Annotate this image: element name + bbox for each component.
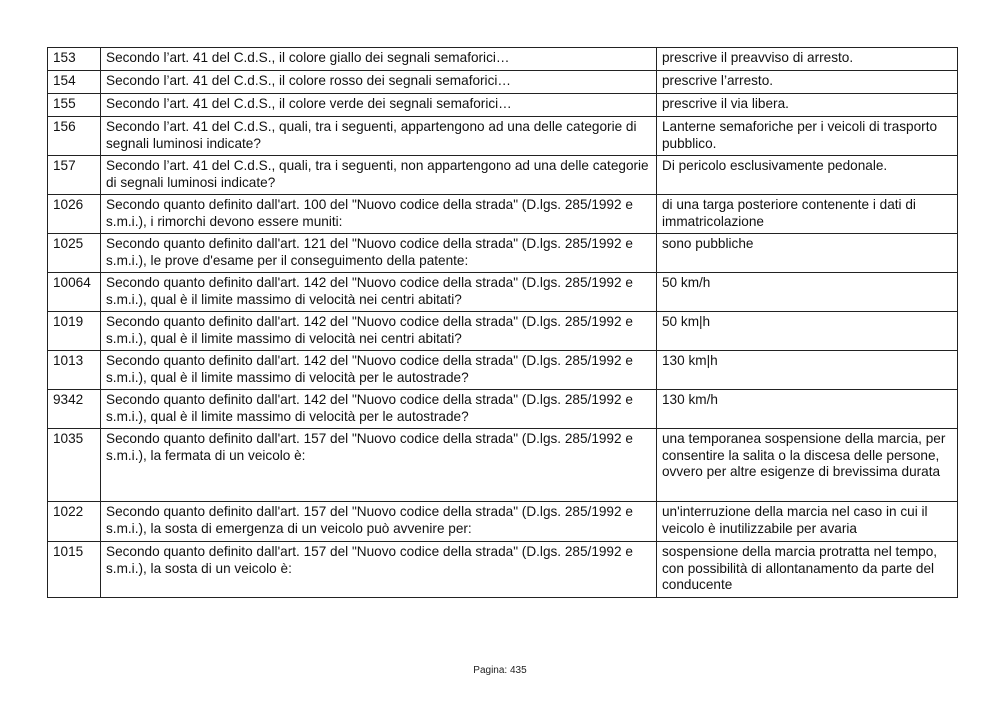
answer-text: un'interruzione della marcia nel caso in cui il veicolo è inutilizzabile per avaria	[657, 502, 958, 542]
question-text: Secondo quanto definito dall'art. 157 del "Nuovo codice della strada" (D.lgs. 285/1992 e s.m.i.), la sosta di un veicolo è:	[101, 542, 657, 598]
question-id: 155	[48, 94, 101, 117]
table-row	[48, 71, 958, 94]
table-row	[48, 542, 958, 598]
question-text: Secondo quanto definito dall'art. 157 del "Nuovo codice della strada" (D.lgs. 285/1992 e s.m.i.), la fermata di un veicolo è:	[101, 429, 657, 502]
question-text: Secondo quanto definito dall'art. 121 del "Nuovo codice della strada" (D.lgs. 285/1992 e s.m.i.), le prove d'esame per il conseguimento della patente:	[101, 234, 657, 273]
question-id: 1013	[48, 351, 101, 390]
table-row	[48, 48, 958, 71]
answer-text: sono pubbliche	[657, 234, 958, 273]
question-text: Secondo quanto definito dall'art. 142 del "Nuovo codice della strada" (D.lgs. 285/1992 e s.m.i.), qual è il limite massimo di velocità per le autostrade?	[101, 390, 657, 429]
question-table	[47, 47, 958, 598]
question-text: Secondo quanto definito dall'art. 157 del "Nuovo codice della strada" (D.lgs. 285/1992 e s.m.i.), la sosta di emergenza di un veicolo può avvenire per:	[101, 502, 657, 542]
table-row	[48, 273, 958, 312]
answer-text: di una targa posteriore contenente i dati di immatricolazione	[657, 195, 958, 234]
table-row	[48, 156, 958, 195]
question-id: 10064	[48, 273, 101, 312]
answer-text: prescrive il via libera.	[657, 94, 958, 117]
question-text: Secondo quanto definito dall'art. 142 del "Nuovo codice della strada" (D.lgs. 285/1992 e s.m.i.), qual è il limite massimo di velocità nei centri abitati?	[101, 312, 657, 351]
answer-text: Di pericolo esclusivamente pedonale.	[657, 156, 958, 195]
question-id: 154	[48, 71, 101, 94]
question-id: 1026	[48, 195, 101, 234]
answer-text: prescrive l’arresto.	[657, 71, 958, 94]
answer-text: 130 km|h	[657, 351, 958, 390]
table-row	[48, 94, 958, 117]
table-row	[48, 351, 958, 390]
table-row	[48, 234, 958, 273]
question-id: 157	[48, 156, 101, 195]
question-id: 1025	[48, 234, 101, 273]
question-id: 9342	[48, 390, 101, 429]
answer-text: 50 km|h	[657, 312, 958, 351]
question-text: Secondo l’art. 41 del C.d.S., quali, tra i seguenti, non appartengono ad una delle categorie di segnali luminosi indicate?	[101, 156, 657, 195]
answer-text: una temporanea sospensione della marcia, per consentire la salita o la discesa delle persone, ovvero per altre esigenze di brevissima durata	[657, 429, 958, 502]
question-text: Secondo quanto definito dall'art. 100 del "Nuovo codice della strada" (D.lgs. 285/1992 e s.m.i.), i rimorchi devono essere muniti:	[101, 195, 657, 234]
question-text: Secondo l’art. 41 del C.d.S., il colore rosso dei segnali semaforici…	[101, 71, 657, 94]
question-text: Secondo l’art. 41 del C.d.S., il colore verde dei segnali semaforici…	[101, 94, 657, 117]
answer-text: sospensione della marcia protratta nel tempo, con possibilità di allontanamento da parte del conducente	[657, 542, 958, 598]
question-id: 1015	[48, 542, 101, 598]
question-id: 1035	[48, 429, 101, 502]
page-number: Pagina: 435	[473, 665, 527, 676]
table-row	[48, 429, 958, 502]
table-row	[48, 117, 958, 156]
question-text: Secondo quanto definito dall'art. 142 del "Nuovo codice della strada" (D.lgs. 285/1992 e s.m.i.), qual è il limite massimo di velocità nei centri abitati?	[101, 273, 657, 312]
question-text: Secondo quanto definito dall'art. 142 del "Nuovo codice della strada" (D.lgs. 285/1992 e s.m.i.), qual è il limite massimo di velocità per le autostrade?	[101, 351, 657, 390]
answer-text: 50 km/h	[657, 273, 958, 312]
table-row	[48, 502, 958, 542]
answer-text: 130 km/h	[657, 390, 958, 429]
table-row	[48, 312, 958, 351]
question-text: Secondo l’art. 41 del C.d.S., quali, tra i seguenti, appartengono ad una delle categorie di segnali luminosi indicate?	[101, 117, 657, 156]
question-id: 1022	[48, 502, 101, 542]
answer-text: Lanterne semaforiche per i veicoli di trasporto pubblico.	[657, 117, 958, 156]
question-text: Secondo l’art. 41 del C.d.S., il colore giallo dei segnali semaforici…	[101, 48, 657, 71]
question-id: 156	[48, 117, 101, 156]
table-row	[48, 195, 958, 234]
question-id: 1019	[48, 312, 101, 351]
question-id: 153	[48, 48, 101, 71]
table-row	[48, 390, 958, 429]
answer-text: prescrive il preavviso di arresto.	[657, 48, 958, 71]
